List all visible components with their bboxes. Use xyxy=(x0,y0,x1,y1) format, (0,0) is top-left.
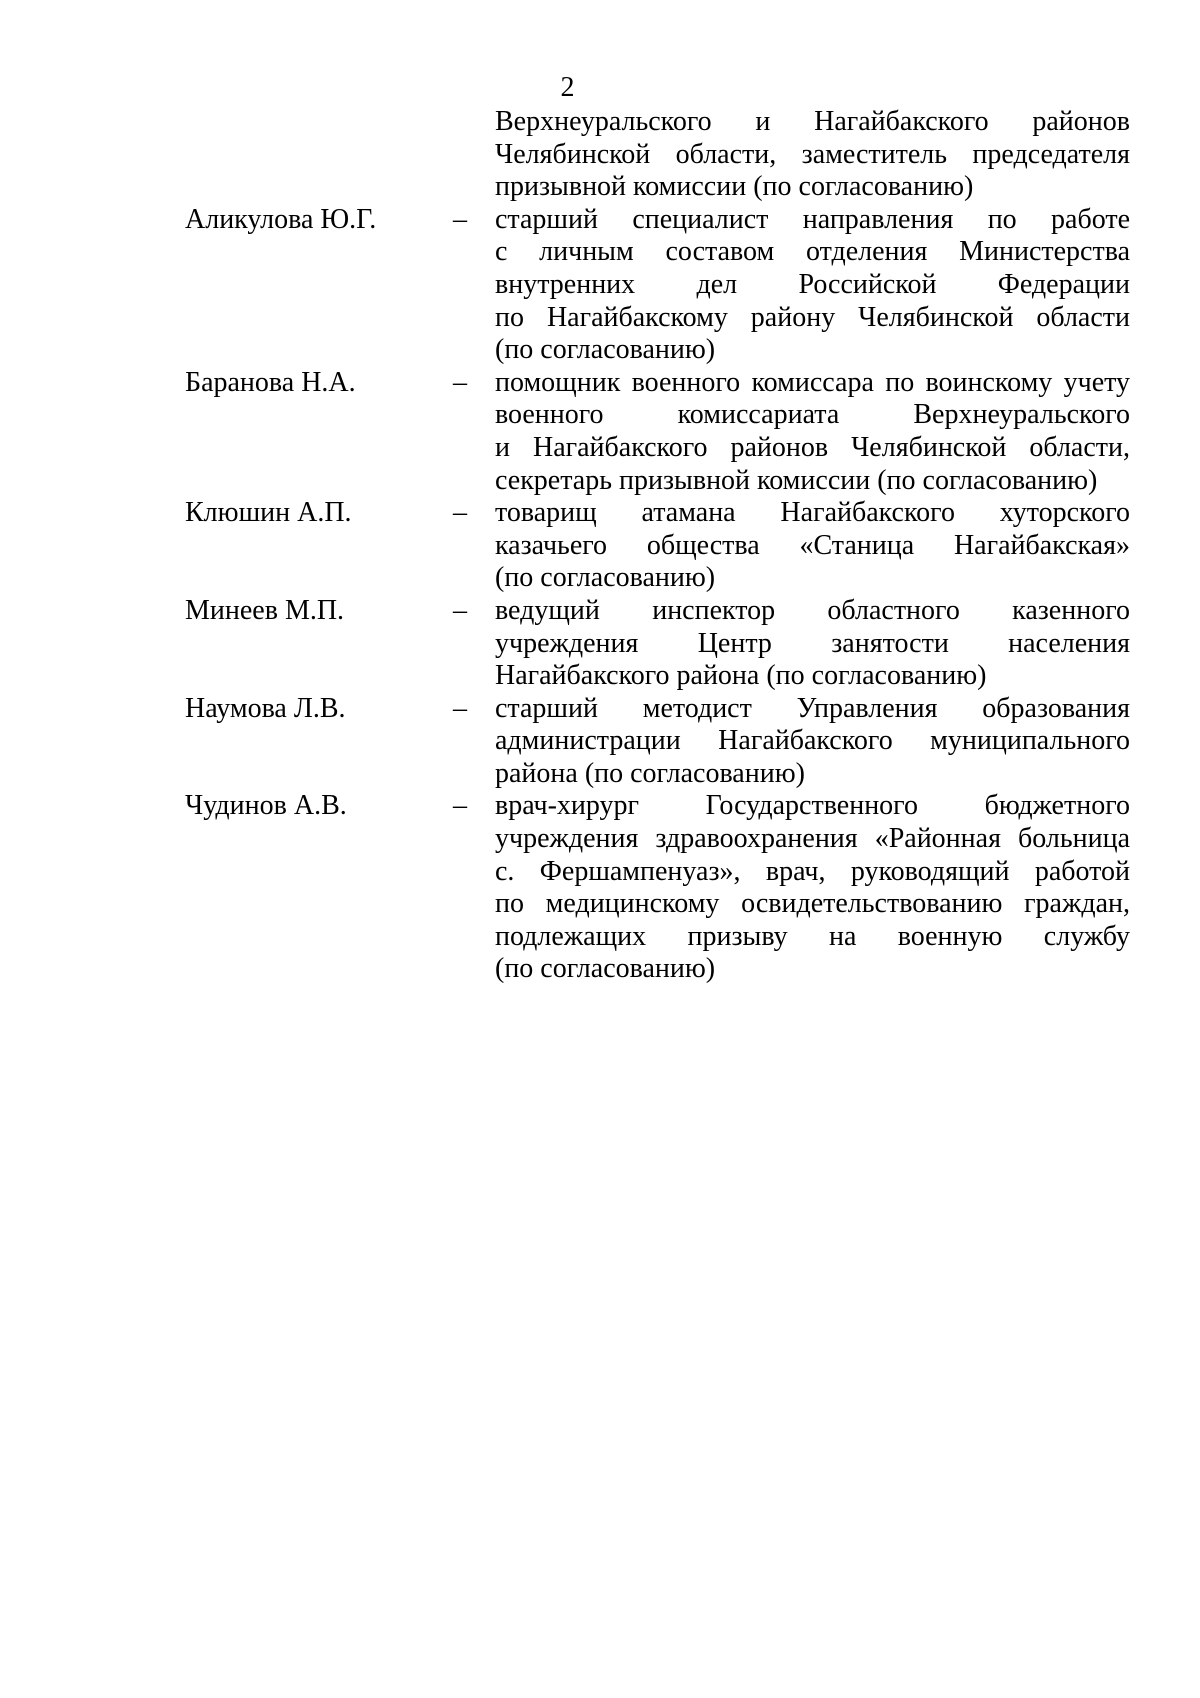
description-line: внутренних дел Российской Федерации xyxy=(495,268,1130,300)
member-entry-baranova xyxy=(185,367,1130,497)
description-line: учреждения здравоохранения «Районная больница xyxy=(495,823,1130,855)
description-line: военного комиссариата Верхнеуральского xyxy=(495,399,1130,431)
description-line: по Нагайбакскому району Челябинской области xyxy=(495,301,1130,333)
description-line: казачьего общества «Станица Нагайбакская» xyxy=(495,529,1130,561)
member-entry-alikulova xyxy=(185,204,1130,367)
member-description xyxy=(495,790,1130,986)
dash: – xyxy=(453,594,467,626)
description-line: учреждения Центр занятости населения xyxy=(495,627,1130,659)
member-entry-naumova xyxy=(185,693,1130,791)
dash: – xyxy=(453,790,467,822)
dash: – xyxy=(453,497,467,529)
dash: – xyxy=(453,203,467,235)
description-line: товарищ атамана Нагайбакского хуторского xyxy=(495,497,1130,529)
description-line: и Нагайбакского районов Челябинской области, xyxy=(495,431,1130,463)
member-description xyxy=(495,106,1130,204)
page-number: 2 xyxy=(560,72,575,103)
description-line: старший методист Управления образования xyxy=(495,692,1130,724)
member-name: Клюшин А.П. xyxy=(185,497,352,529)
description-line: Челябинской области, заместитель председателя xyxy=(495,138,1130,170)
description-line: с личным составом отделения Министерства xyxy=(495,236,1130,268)
description-line: ведущий инспектор областного казенного xyxy=(495,594,1130,626)
dash: – xyxy=(453,366,467,398)
description-line: (по согласованию) xyxy=(495,334,716,366)
member-description xyxy=(495,595,1130,693)
member-name: Наумова Л.В. xyxy=(185,692,346,724)
member-name: Минеев М.П. xyxy=(185,594,345,626)
member-entry-chudinov xyxy=(185,790,1130,986)
description-line: врач-хирург Государственного бюджетного xyxy=(495,790,1130,822)
description-line: старший специалист направления по работе xyxy=(495,203,1130,235)
description-line: Верхнеуральского и Нагайбакского районов xyxy=(495,106,1130,137)
description-line: помощник военного комиссара по воинскому учету xyxy=(495,366,1130,398)
description-line: администрации Нагайбакского муниципального xyxy=(495,725,1130,757)
description-line: (по согласованию) xyxy=(495,953,716,985)
member-name: Чудинов А.В. xyxy=(185,790,347,822)
description-line: секретарь призывной комиссии (по согласованию) xyxy=(495,464,1098,496)
member-entry-klyushin xyxy=(185,497,1130,595)
description-line: (по согласованию) xyxy=(495,562,716,594)
description-line: с. Фершампенуаз», врач, руководящий работой xyxy=(495,855,1130,887)
member-description xyxy=(495,367,1130,497)
description-line: района (по согласованию) xyxy=(495,757,805,789)
continuation-entry xyxy=(185,106,1130,204)
member-name: Баранова Н.А. xyxy=(185,366,356,398)
member-description xyxy=(495,204,1130,367)
description-line: по медицинскому освидетельствованию граждан, xyxy=(495,888,1130,920)
member-entry-mineev xyxy=(185,595,1130,693)
description-line: Нагайбакского района (по согласованию) xyxy=(495,660,987,692)
dash: – xyxy=(453,692,467,724)
description-line: подлежащих призыву на военную службу xyxy=(495,920,1130,952)
description-line: призывной комиссии (по согласованию) xyxy=(495,171,974,203)
commission-member-list xyxy=(185,106,1130,986)
member-description xyxy=(495,497,1130,595)
member-name: Аликулова Ю.Г. xyxy=(185,203,377,235)
member-description xyxy=(495,693,1130,791)
